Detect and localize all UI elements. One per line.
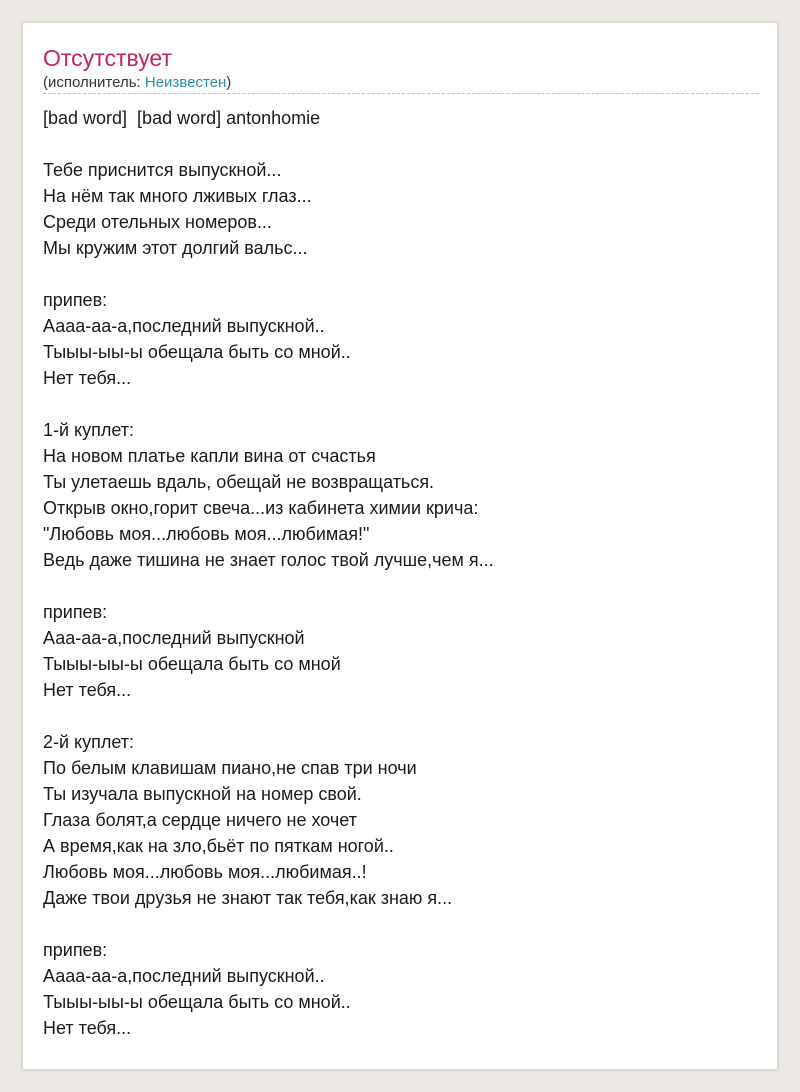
lyric-line: Ты изучала выпускной на номер свой. — [43, 784, 362, 804]
lyric-line: Нет тебя... — [43, 680, 132, 700]
lyric-line: Среди отельных номеров... — [43, 212, 272, 232]
song-title: Отсутствует — [43, 45, 172, 71]
lyric-line: Ведь даже тишина не знает голос твой лучше,чем я... — [43, 550, 494, 570]
lyric-line: Аааа-аа-а,последний выпускной.. — [43, 966, 325, 986]
lyric-line: Нет тебя... — [43, 368, 132, 388]
lyric-blank-line — [43, 911, 759, 937]
lyric-line: припев: — [43, 940, 108, 960]
lyric-line: Тыыы-ыы-ы обещала быть со мной — [43, 654, 341, 674]
lyric-line: 2-й куплет: — [43, 732, 135, 752]
lyric-line: На нём так много лживых глаз... — [43, 186, 312, 206]
lyric-blank-line — [43, 573, 759, 599]
lyric-line: припев: — [43, 290, 108, 310]
lyrics-text — [43, 105, 759, 1041]
lyric-line: припев: — [43, 602, 108, 622]
lyric-line: Нет тебя... — [43, 1018, 132, 1038]
lyric-blank-line — [43, 703, 759, 729]
lyric-line: Ааа-аа-а,последний выпускной — [43, 628, 305, 648]
lyric-line: Аааа-аа-а,последний выпускной.. — [43, 316, 325, 336]
lyric-blank-line — [43, 391, 759, 417]
lyric-line: Тебе приснится выпускной... — [43, 160, 282, 180]
lyric-line: По белым клавишам пиано,не спав три ночи — [43, 758, 417, 778]
lyric-line: Тыыы-ыы-ы обещала быть со мной.. — [43, 992, 351, 1012]
artist-line — [43, 73, 231, 93]
lyric-line: На новом платье капли вина от счастья — [43, 446, 376, 466]
lyric-line: Глаза болят,а сердце ничего не хочет — [43, 810, 357, 830]
lyric-line: Тыыы-ыы-ы обещала быть со мной.. — [43, 342, 351, 362]
lyric-line: Открыв окно,горит свеча...из кабинета химии крича: — [43, 498, 479, 518]
lyric-line: Даже твои друзья не знают так тебя,как знаю я... — [43, 888, 453, 908]
artist-prefix: (исполнитель: — [43, 74, 145, 91]
lyric-line: [bad word] [bad word] antonhomie — [43, 108, 321, 128]
lyric-line: Любовь моя...любовь моя...любимая..! — [43, 862, 367, 882]
lyric-line: 1-й куплет: — [43, 420, 135, 440]
artist-suffix: ) — [226, 74, 232, 91]
lyric-line: Мы кружим этот долгий вальс... — [43, 238, 308, 258]
lyric-line: Ты улетаешь вдаль, обещай не возвращаться. — [43, 472, 435, 492]
lyrics-card — [22, 22, 778, 1070]
lyric-blank-line — [43, 261, 759, 287]
lyric-blank-line — [43, 131, 759, 157]
lyric-line: А время,как на зло,бьёт по пяткам ногой.. — [43, 836, 394, 856]
title-divider — [43, 93, 759, 94]
lyric-line: "Любовь моя...любовь моя...любимая!" — [43, 524, 370, 544]
artist-link[interactable]: Неизвестен — [144, 74, 227, 91]
